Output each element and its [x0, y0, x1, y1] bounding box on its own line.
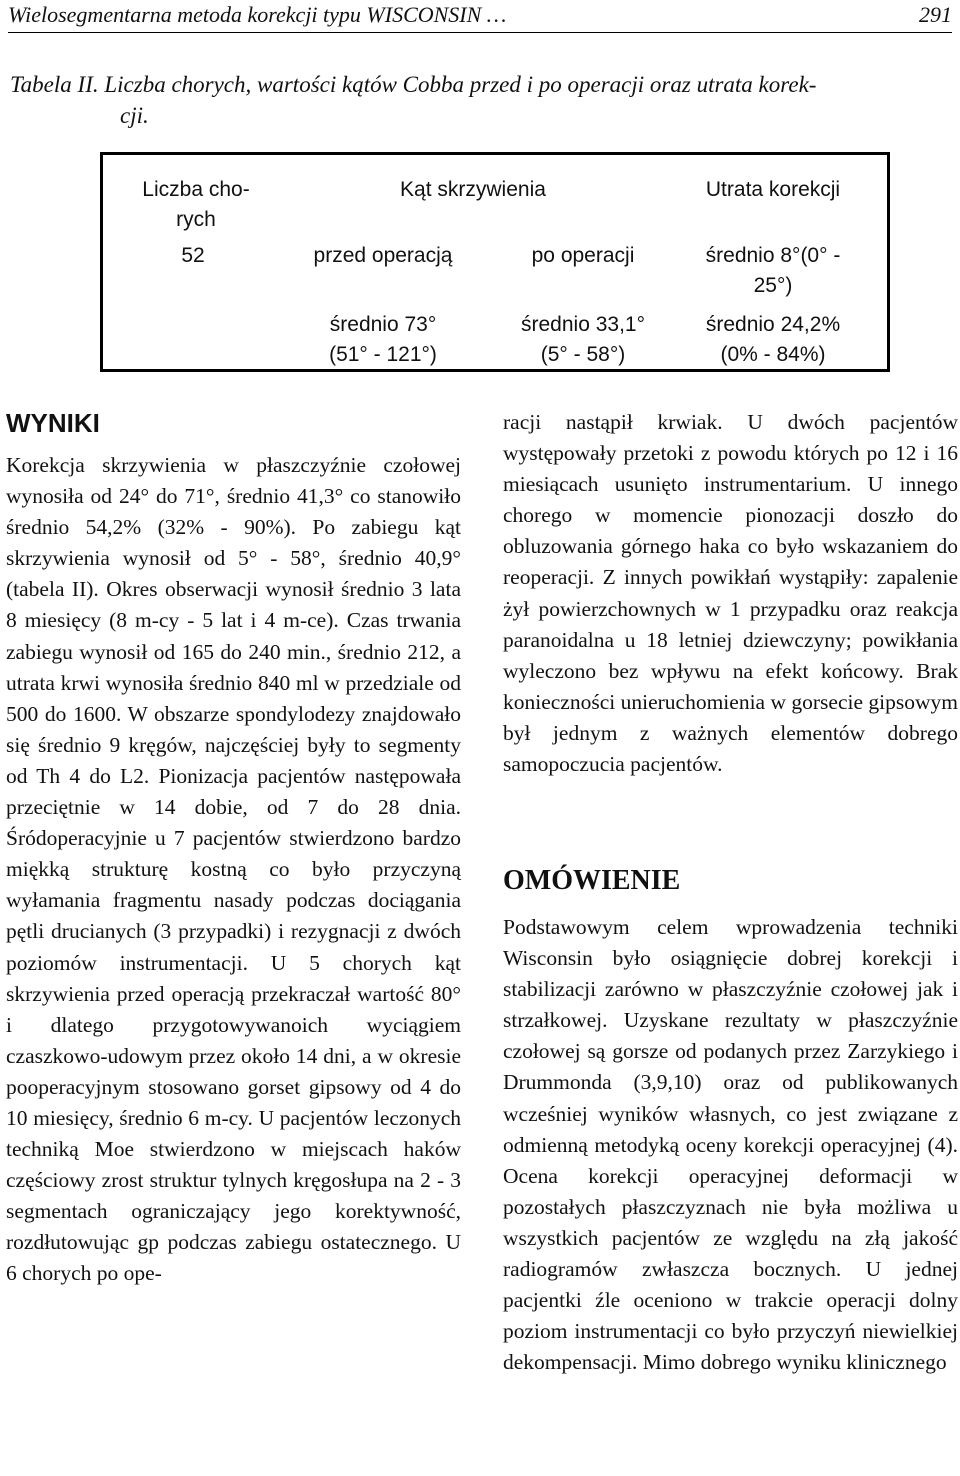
caption-line-2: cji. — [120, 103, 149, 128]
header-curve-angle: Kąt skrzywienia — [400, 178, 546, 201]
after-surgery-value: średnio 33,1° (5° - 58°) — [521, 313, 645, 366]
left-column — [6, 450, 461, 1290]
patient-count: 52 — [181, 244, 205, 267]
header-correction-loss: Utrata korekcji — [705, 178, 841, 201]
discussion-paragraph: Podstawowym celem wprowadzenia techniki Wisconsin było osiągnięcie dobrej korekcji i stabilizacji zarówno w płaszczyźnie czołowej jak i strzałkowej. Uzyskane rezultaty w płaszczyźnie czołowej są gorsze od podanych przez Zarzykiego i Drummonda (3,9,10) oraz od publikowanych wcześniej wyników własnych, co jest związane z odmienną metodyką oceny korekcji operacyjnej (4). Ocena korekcji operacyjnej deformacji w pozostałych płaszczyznach nie była możliwa u wszystkich pacjentów ze względu na złą jakość radiogramów zwłaszcza bocznych. U jednej pacjentki źle oceniono w trakcie operacji dolny poziom instrumentacji co było przyczyń niewielkiej dekompensacji. Mimo dobrego wyniku klinicznego — [503, 915, 958, 1375]
loss-degrees: średnio 8°(0° - 25°) — [705, 244, 841, 297]
running-header — [8, 2, 952, 33]
results-paragraph-continued: racji nastąpił krwiak. U dwóch pacjentów występowały przetoki z powodu których po 12 i 16 miesiącach usunięto instrumentarium. U innego chorego w momencie pionozacji doszło do obluzowania górnego haka co było wskazaniem do reoperacji. Z innych powikłań wystąpiły: zapalenie żył powierzchownych w 1 przypadku oraz reakcja paranoidalna u 18 letniej dziewczyny; powikłania wyleczono bez wpływu na efekt końcowy. Brak konieczności unieruchomienia w gorsecie gipsowym był jednym z ważnych elementów dobrego samopoczucia pacjentów. — [503, 410, 958, 777]
loss-percent: średnio 24,2% (0% - 84%) — [705, 313, 841, 366]
page-number: 291 — [919, 2, 952, 27]
before-surgery-label: przed operacją — [313, 244, 453, 267]
section-heading-wyniki: WYNIKI — [6, 408, 100, 438]
before-surgery-value: średnio 73° (51° - 121°) — [329, 313, 437, 366]
discussion-column — [503, 912, 958, 1378]
caption-line-1: Tabela II. Liczba chorych, wartości kątów Cobba przed i po operacji oraz utrata korek- — [10, 72, 817, 97]
table-caption — [10, 69, 940, 131]
after-surgery-label: po operacji — [531, 244, 635, 267]
section-heading-omowienie: OMÓWIENIE — [503, 865, 681, 896]
running-title: Wielosegmentarna metoda korekcji typu WISCONSIN … — [8, 2, 507, 27]
header-patient-count: Liczba cho- rych — [142, 178, 250, 231]
right-column — [503, 407, 958, 780]
results-table — [100, 152, 890, 372]
results-paragraph: Korekcja skrzywienia w płaszczyźnie czołowej wynosiła od 24° do 71°, średnio 41,3° co stanowiło średnio 54,2% (32% - 90%). Po zabiegu kąt skrzywienia wynosił od 5° - 58°, średnio 40,9° (tabela II). Okres obserwacji wynosił średnio 3 lata 8 miesięcy (8 m-cy - 5 lat i 4 m-ce). Czas trwania zabiegu wynosił od 165 do 240 min., średnio 212, a utrata krwi wynosiła średnio 840 ml w przedziale od 500 do 1600. W obszarze spondylodezy znajdowało się średnio 9 kręgów, najczęściej były to segmenty od Th 4 do L2. Pionizacja pacjentów następowała przeciętnie w 14 dobie, od 7 do 28 dnia. Śródoperacyjnie u 7 pacjentów stwierdzono bardzo miękką strukturę kostną co było przyczyną wyłamania fragmentu nasady podczas dociągania pętli drucianych (3 przypadki) i rezygnacji z dwóch poziomów instrumentacji. U 5 chorych kąt skrzywienia przed operacją przekraczał wartość 80° i dlatego przygotowywanoich wyciągiem czaszkowo-udowym przez około 14 dni, a w okresie pooperacyjnym stosowano gorset gipsowy od 4 do 10 miesięcy, średnio 6 m-cy. U pacjentów leczonych techniką Moe stwierdzono w miejscach haków częściowy zrost struktur tylnych kręgosłupa na 2 - 3 segmentach ograniczający jego korektywność, rozdłutowując gp podczas zabiegu ostatecznego. U 6 chorych po ope- — [6, 453, 461, 1286]
